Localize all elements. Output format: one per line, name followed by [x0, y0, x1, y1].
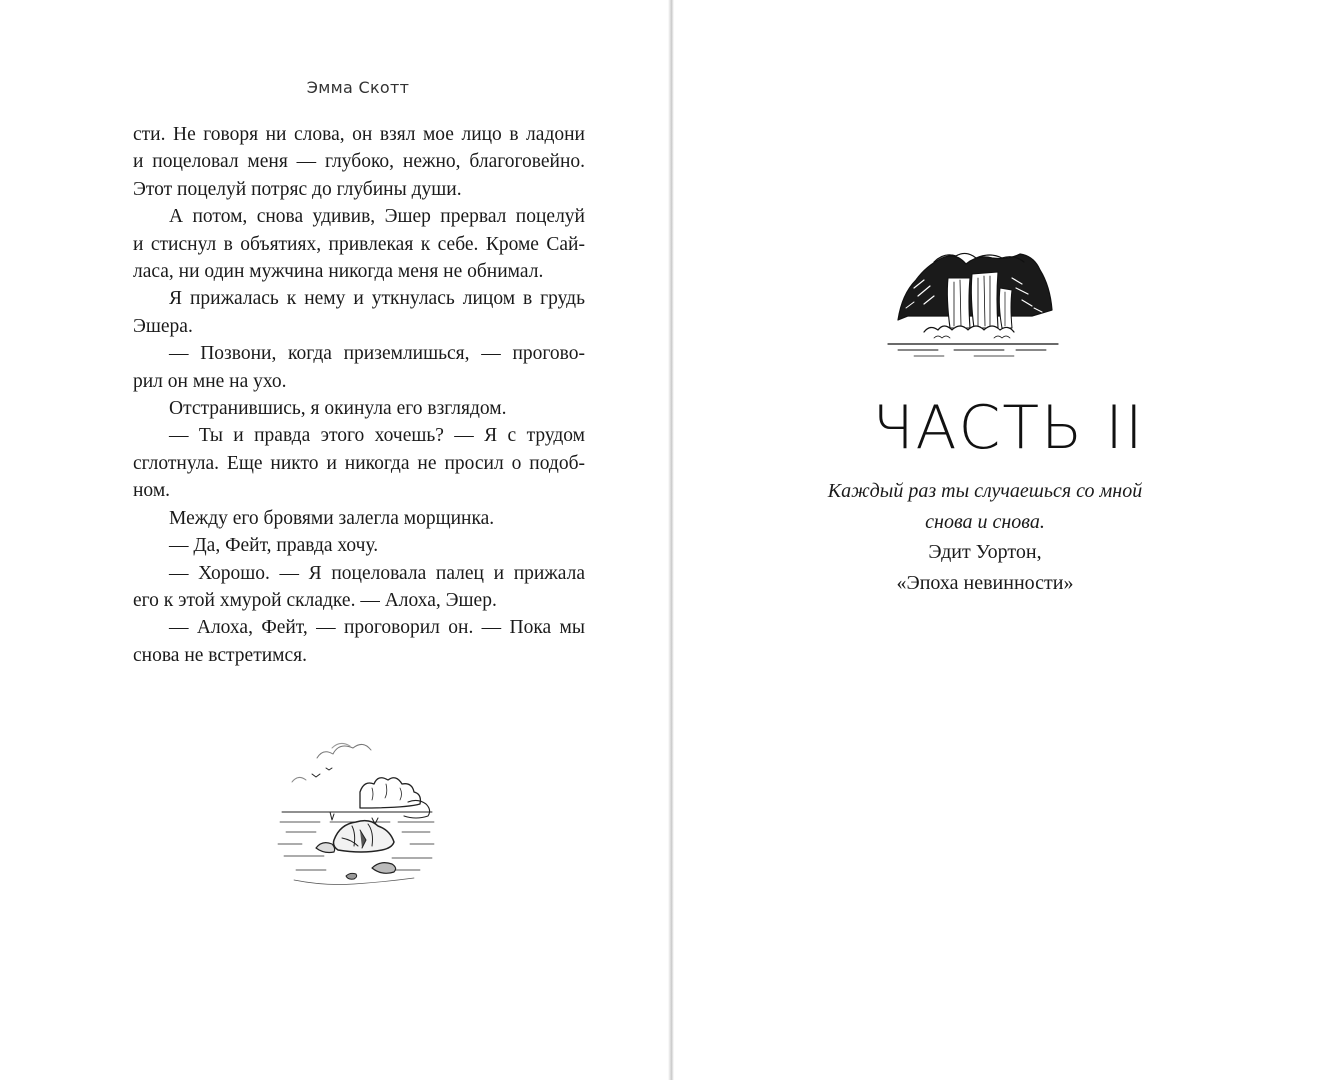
text-line: А потом, снова удивив, Эшер прервал поцелуй — [169, 206, 585, 228]
text-line: Эшера. — [133, 315, 193, 337]
epigraph-source: «Эпоха невинности» — [896, 571, 1074, 594]
waterfall-icon — [884, 248, 1062, 360]
text-line: сти. Не говоря ни слова, он взял мое лицо в ладони — [133, 124, 585, 145]
part-title: ЧАСТЬ II — [872, 393, 1145, 463]
text-line: и стиснул в объятиях, привлекая к себе. Кроме Сай- — [133, 233, 585, 255]
running-head-author: Эмма Скотт — [306, 78, 410, 97]
seascape-rocks-icon — [272, 730, 442, 895]
text-line: ном. — [133, 480, 171, 502]
text-line: — Алоха, Фейт, — проговорил он. — Пока мы — [169, 617, 585, 639]
text-line: ласа, ни один мужчина никогда меня не обнимал. — [133, 261, 544, 283]
text-line: — Ты и правда этого хочешь? — Я с трудом — [169, 425, 585, 447]
left-page — [0, 0, 668, 1080]
text-line: сглотнула. Еще никто и никогда не просил о подоб- — [133, 452, 585, 474]
text-line: его к этой хмурой складке. — Алоха, Эшер. — [133, 589, 497, 611]
text-line: — Хорошо. — Я поцеловала палец и прижала — [169, 562, 585, 584]
epigraph-quote-line-2: снова и снова. — [925, 510, 1045, 533]
text-line: снова не встретимся. — [133, 644, 307, 666]
text-line: Между его бровями залегла морщинка. — [169, 507, 495, 529]
text-line: Отстранившись, я окинула его взглядом. — [169, 398, 507, 420]
right-page — [674, 0, 1343, 1080]
text-line: Этот поцелуй потряс до глубины души. — [133, 178, 462, 200]
epigraph-quote-line-1: Каждый раз ты случаешься со мной — [827, 480, 1143, 502]
text-line: — Да, Фейт, правда хочу. — [169, 535, 379, 557]
epigraph — [784, 476, 1186, 598]
epigraph-author: Эдит Уортон, — [928, 541, 1042, 563]
text-line: и поцеловал меня — глубоко, нежно, благоговейно. — [133, 151, 585, 173]
text-line: Я прижалась к нему и уткнулась лицом в грудь — [169, 288, 585, 310]
text-line: — Позвони, когда приземлишься, — прогово- — [169, 343, 585, 365]
body-text — [133, 121, 585, 669]
text-line: рил он мне на ухо. — [133, 370, 287, 392]
